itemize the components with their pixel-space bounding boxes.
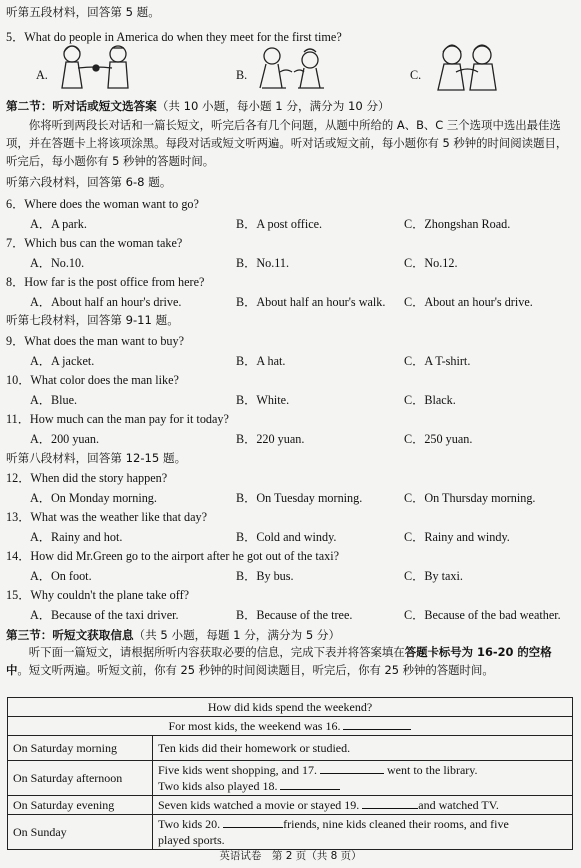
question-10: 10．What color does the man like? — [6, 373, 179, 387]
row-label: On Saturday morning — [8, 736, 153, 761]
question-5: 5．What do people in America do when they meet for the first time? — [6, 30, 342, 44]
section-3-heading — [6, 627, 340, 643]
section-3-note: （共 5 小题，每题 1 分，满分为 5 分） — [133, 628, 341, 642]
table-title-row — [8, 698, 573, 717]
material-5-instruction: 听第五段材料，回答第 5 题。 — [6, 5, 160, 19]
q12-option-a: A．On Monday morning. — [30, 491, 157, 505]
question-15: 15．Why couldn't the plane take off? — [6, 588, 190, 602]
q7-option-b: B．No.11. — [236, 256, 290, 270]
row-label: On Saturday afternoon — [8, 761, 153, 796]
row-content: Ten kids did their homework or studied. — [153, 736, 573, 761]
row-text: went to the library. — [387, 763, 478, 777]
q14-option-c: C．By taxi. — [404, 569, 463, 583]
table-subtitle-row — [8, 717, 573, 736]
q15-option-c: C．Because of the bad weather. — [404, 608, 561, 622]
q9-option-c: C．A T-shirt. — [404, 354, 471, 368]
section-3-instructions — [6, 643, 574, 679]
q8-option-a: A．About half an hour's drive. — [30, 295, 182, 309]
section-2-heading — [6, 98, 390, 114]
q8-option-b: B．About half an hour's walk. — [236, 295, 386, 309]
q5-option-c-hugging-image — [426, 42, 510, 94]
section-3-title: 第三节：听短文获取信息 — [6, 628, 134, 642]
question-9: 9．What does the man want to buy? — [6, 334, 185, 348]
question-14: 14．How did Mr.Green go to the airport after he got out of the taxi? — [6, 549, 340, 563]
table-subtitle: For most kids, the weekend was 16. — [168, 719, 341, 733]
q15-option-a: A．Because of the taxi driver. — [30, 608, 179, 622]
table-row — [8, 796, 573, 815]
q8-option-c: C．About an hour's drive. — [404, 295, 533, 309]
q11-option-c: C．250 yuan. — [404, 432, 473, 446]
row-content — [153, 761, 573, 796]
question-13: 13．What was the weather like that day? — [6, 510, 208, 524]
q5-option-b-label: B. — [236, 68, 248, 82]
q9-option-a: A．A jacket. — [30, 354, 95, 368]
answer-blank-18[interactable] — [280, 789, 340, 790]
section-2-note: （共 10 小题，每小题 1 分，满分为 10 分） — [156, 99, 390, 113]
section-3-intro-c: 。短文听两遍。听短文前，你有 25 秒钟的时间阅读题目，听完后，你有 25 秒钟的答题时间。 — [17, 663, 494, 677]
row-content — [153, 796, 573, 815]
row-text: Seven kids watched a movie or stayed 19. — [158, 798, 360, 812]
q10-option-a: A．Blue. — [30, 393, 78, 407]
row-label: On Sunday — [8, 815, 153, 850]
q6-option-a: A．A park. — [30, 217, 87, 231]
q5-option-a-handshake-image — [56, 42, 136, 94]
section-3-intro-a: 听下面一篇短文，请根据所听内容获取必要的信息，完成下表并将答案填在 — [28, 645, 405, 659]
answer-blank-20[interactable] — [223, 827, 283, 828]
q5-option-c-label: C. — [410, 68, 422, 82]
page-footer: 英语试卷 第 2 页（共 8 页） — [219, 850, 362, 862]
material-8-instruction: 听第八段材料，回答第 12-15 题。 — [6, 451, 187, 465]
section-3-intro-b: 答题卡标号为 16-20 的空格中 — [6, 645, 552, 677]
q14-option-b: B．By bus. — [236, 569, 294, 583]
q13-option-a: A．Rainy and hot. — [30, 530, 123, 544]
q7-option-a: A．No.10. — [30, 256, 85, 270]
row-text: Two kids 20. — [158, 817, 221, 831]
question-6: 6．Where does the woman want to go? — [6, 197, 199, 211]
q15-option-b: B．Because of the tree. — [236, 608, 353, 622]
q11-option-b: B．220 yuan. — [236, 432, 305, 446]
q6-option-b: B．A post office. — [236, 217, 323, 231]
q14-option-a: A．On foot. — [30, 569, 92, 583]
q10-option-c: C．Black. — [404, 393, 456, 407]
q12-option-c: C．On Thursday morning. — [404, 491, 536, 505]
q13-option-b: B．Cold and windy. — [236, 530, 337, 544]
weekend-info-table — [7, 697, 573, 850]
material-7-instruction: 听第七段材料，回答第 9-11 题。 — [6, 313, 179, 327]
q7-option-c: C．No.12. — [404, 256, 458, 270]
row-text: Two kids also played 18. — [158, 779, 278, 793]
row-content — [153, 815, 573, 850]
question-12: 12．When did the story happen? — [6, 471, 168, 485]
row-text: friends, nine kids cleaned their rooms, and five — [283, 817, 509, 831]
q11-option-a: A．200 yuan. — [30, 432, 100, 446]
question-7: 7．Which bus can the woman take? — [6, 236, 183, 250]
section-2-title: 第二节：听对话或短文选答案 — [6, 99, 157, 113]
q9-option-b: B．A hat. — [236, 354, 286, 368]
q13-option-c: C．Rainy and windy. — [404, 530, 510, 544]
section-2-instructions: 你将听到两段长对话和一篇长短文，听完后各有几个问题，从题中所给的 A、B、C 三个选项中选出最佳选项，并在答题卡上将该项涂黑。每段对话或短文听两遍。听对话或短文前，每小题你有 5 秒钟的时间阅读题目，听完后，每小题你有 5 秒钟的答题时间。 — [6, 118, 568, 168]
table-row — [8, 736, 573, 761]
table-subtitle-cell — [8, 717, 573, 736]
answer-blank-19[interactable] — [362, 808, 418, 809]
q5-option-a-label: A. — [36, 68, 48, 82]
row-text: and watched TV. — [418, 798, 499, 812]
q5-option-b-bowing-image — [254, 42, 334, 94]
answer-blank-16[interactable] — [343, 729, 411, 730]
table-row — [8, 815, 573, 850]
table-row — [8, 761, 573, 796]
row-label: On Saturday evening — [8, 796, 153, 815]
question-8: 8．How far is the post office from here? — [6, 275, 205, 289]
q10-option-b: B．White. — [236, 393, 290, 407]
question-11: 11．How much can the man pay for it today? — [6, 412, 229, 426]
q6-option-c: C．Zhongshan Road. — [404, 217, 511, 231]
material-6-instruction: 听第六段材料，回答第 6-8 题。 — [6, 175, 172, 189]
table-title: How did kids spend the weekend? — [8, 698, 573, 717]
row-text: played sports. — [158, 833, 225, 847]
q12-option-b: B．On Tuesday morning. — [236, 491, 363, 505]
row-text: Five kids went shopping, and 17. — [158, 763, 317, 777]
answer-blank-17[interactable] — [320, 773, 384, 774]
